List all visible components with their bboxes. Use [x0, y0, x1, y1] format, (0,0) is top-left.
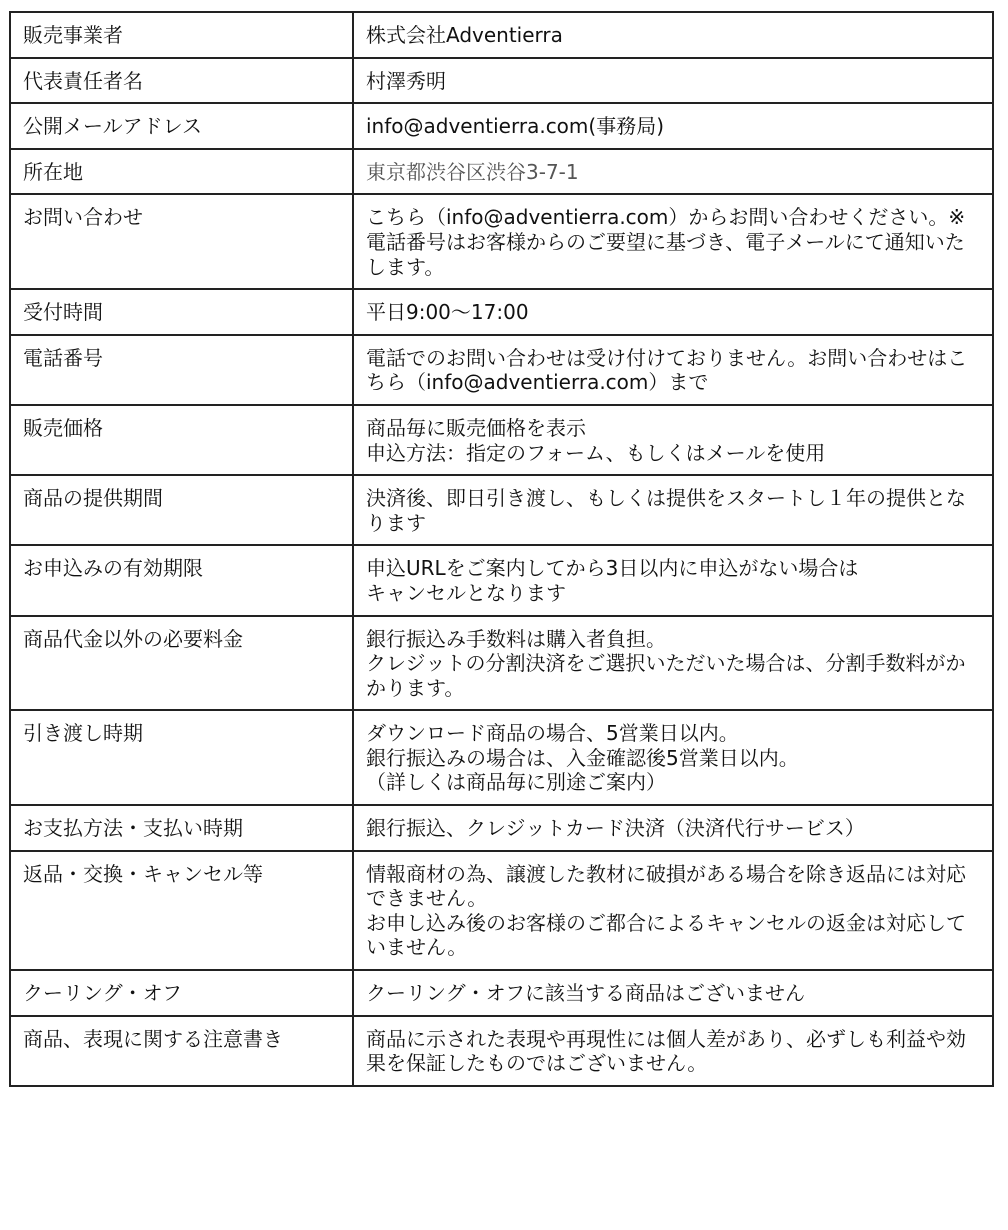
table-row	[10, 851, 993, 970]
table-row	[10, 58, 993, 104]
table-row	[10, 475, 993, 545]
row-value-validity: 申込URLをご案内してから3日以内に申込がない場合は キャンセルとなります	[353, 545, 993, 615]
table-row	[10, 289, 993, 335]
table-row	[10, 970, 993, 1016]
row-value-seller: 株式会社Adventierra	[353, 12, 993, 58]
row-label-email: 公開メールアドレス	[10, 103, 353, 149]
row-value-returns: 情報商材の為、譲渡した教材に破損がある場合を除き返品には対応できません。 お申し込み後のお客様のご都合によるキャンセルの返金は対応していません。	[353, 851, 993, 970]
row-label-returns: 返品・交換・キャンセル等	[10, 851, 353, 970]
row-label-payment: お支払方法・支払い時期	[10, 805, 353, 851]
row-value-extra-fees: 銀行振込み手数料は購入者負担。 クレジットの分割決済をご選択いただいた場合は、分割手数料がかかります。	[353, 616, 993, 711]
row-label-disclaimer: 商品、表現に関する注意書き	[10, 1016, 353, 1086]
row-label-delivery: 引き渡し時期	[10, 710, 353, 805]
table-row	[10, 335, 993, 405]
table-row	[10, 405, 993, 475]
row-value-address: 東京都渋谷区渋谷3-7-1	[353, 149, 993, 195]
row-value-payment: 銀行振込、クレジットカード決済（決済代行サービス）	[353, 805, 993, 851]
row-value-delivery: ダウンロード商品の場合、5営業日以内。 銀行振込みの場合は、入金確認後5営業日以内。 （詳しくは商品毎に別途ご案内）	[353, 710, 993, 805]
row-value-contact: こちら（info@adventierra.com）からお問い合わせください。※電話番号はお客様からのご要望に基づき、電子メールにて通知いたします。	[353, 194, 993, 289]
table-row	[10, 805, 993, 851]
row-value-phone: 電話でのお問い合わせは受け付けておりません。お問い合わせはこちら（info@adventierra.com）まで	[353, 335, 993, 405]
row-value-cooling-off: クーリング・オフに該当する商品はございません	[353, 970, 993, 1016]
table-row	[10, 194, 993, 289]
row-label-period: 商品の提供期間	[10, 475, 353, 545]
row-value-disclaimer: 商品に示された表現や再現性には個人差があり、必ずしも利益や効果を保証したものではございません。	[353, 1016, 993, 1086]
row-label-cooling-off: クーリング・オフ	[10, 970, 353, 1016]
row-value-hours: 平日9:00〜17:00	[353, 289, 993, 335]
row-label-representative: 代表責任者名	[10, 58, 353, 104]
row-value-email: info@adventierra.com(事務局)	[353, 103, 993, 149]
row-label-extra-fees: 商品代金以外の必要料金	[10, 616, 353, 711]
row-value-period: 決済後、即日引き渡し、もしくは提供をスタートし１年の提供となります	[353, 475, 993, 545]
row-value-representative: 村澤秀明	[353, 58, 993, 104]
row-label-hours: 受付時間	[10, 289, 353, 335]
row-label-contact: お問い合わせ	[10, 194, 353, 289]
table-row	[10, 12, 993, 58]
legal-notice-table	[9, 11, 994, 1087]
table-row	[10, 616, 993, 711]
row-label-price: 販売価格	[10, 405, 353, 475]
row-value-price: 商品毎に販売価格を表示 申込方法：指定のフォーム、もしくはメールを使用	[353, 405, 993, 475]
row-label-validity: お申込みの有効期限	[10, 545, 353, 615]
table-row	[10, 103, 993, 149]
row-label-phone: 電話番号	[10, 335, 353, 405]
table-row	[10, 710, 993, 805]
table-row	[10, 545, 993, 615]
table-row	[10, 149, 993, 195]
row-label-address: 所在地	[10, 149, 353, 195]
row-label-seller: 販売事業者	[10, 12, 353, 58]
table-row	[10, 1016, 993, 1086]
